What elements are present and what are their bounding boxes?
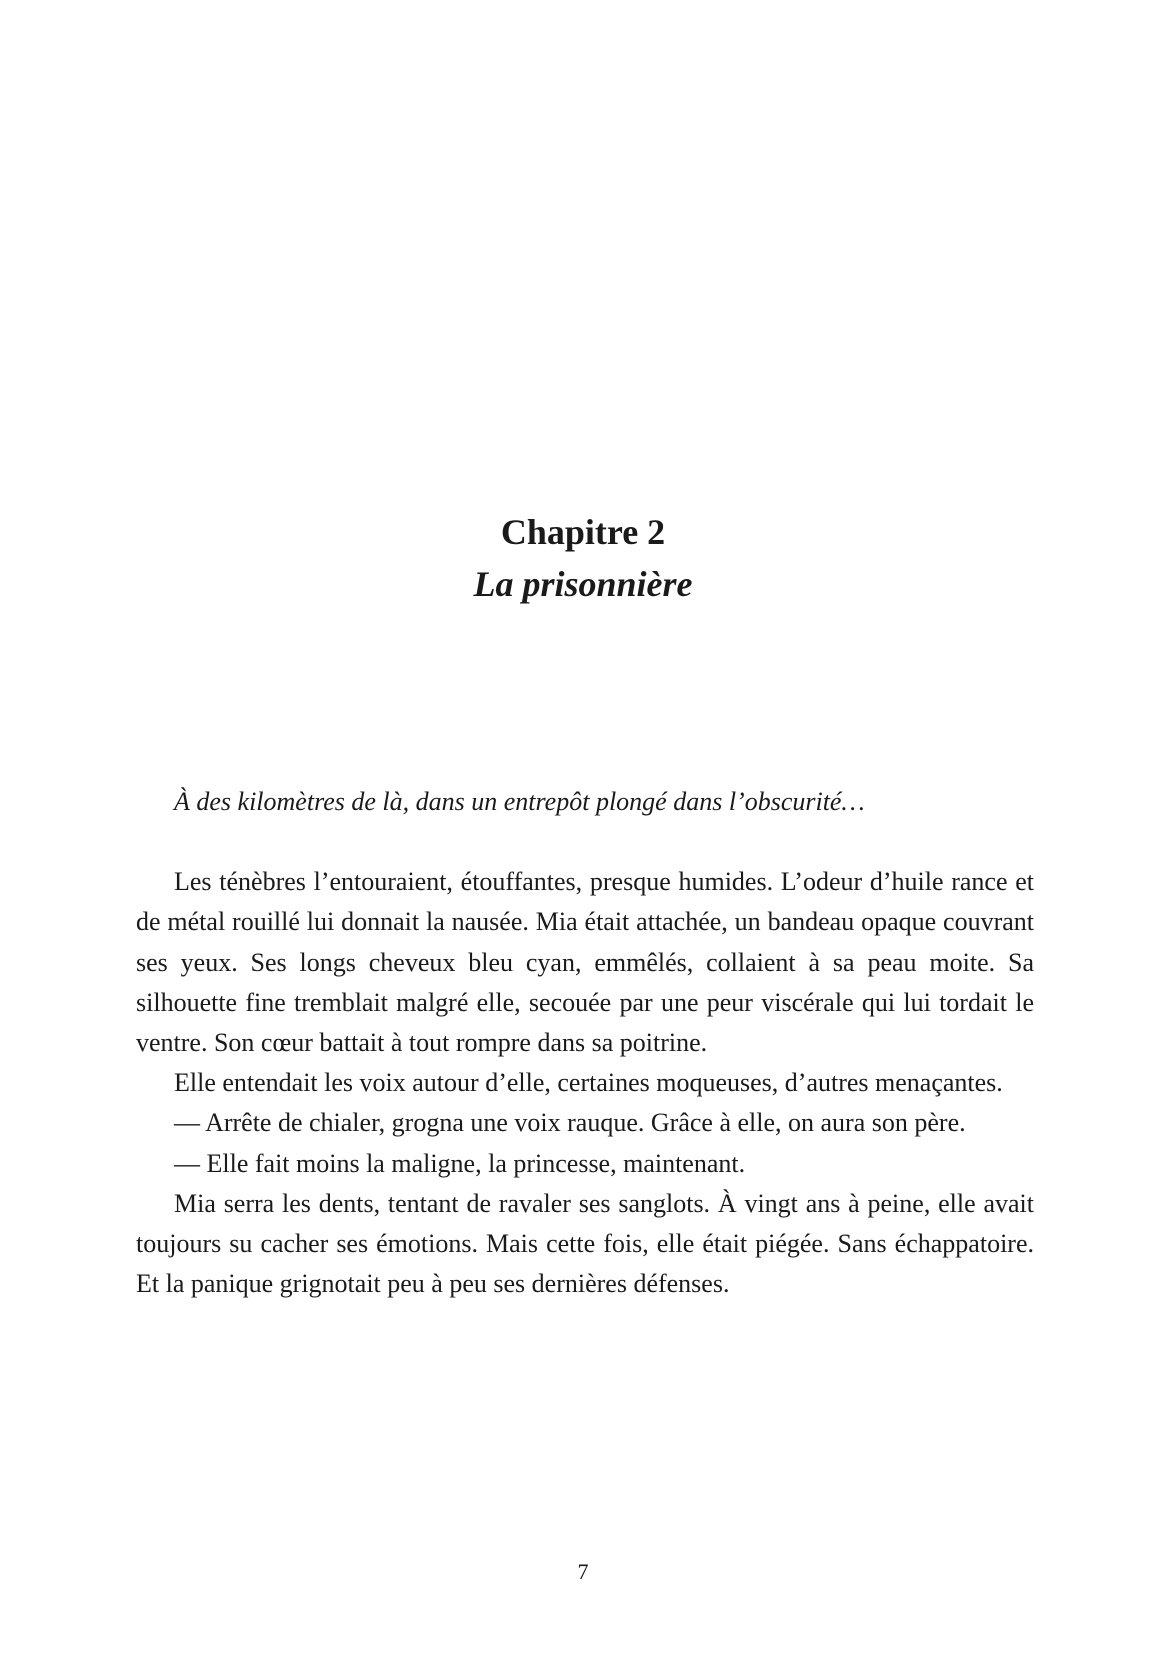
chapter-title: La prisonnière [473, 564, 693, 604]
dialogue-line: — Arrête de chialer, grogna une voix rauque. Grâce à elle, on aura son père. [174, 1108, 966, 1138]
chapter-body [136, 782, 1034, 1304]
chapter-number: Chapitre 2 [500, 512, 666, 552]
page-number: 7 [577, 1559, 589, 1584]
paragraph: Elle entendait les voix autour d’elle, certaines moqueuses, d’autres menaçantes. [174, 1068, 1003, 1098]
paragraph: Mia serra les dents, tentant de ravaler ses sanglots. À vingt ans à peine, elle avait toujours su cacher ses émotions. Mais cette fois, elle était piégée. Sans échappatoire. Et la panique grignotait peu à peu ses dernières défenses. [136, 1188, 1034, 1299]
paragraph: Les ténèbres l’entouraient, étouffantes, presque humides. L’odeur d’huile rance et de métal rouillé lui donnait la nausée. Mia était attachée, un bandeau opaque couvrant ses yeux. Ses longs cheveux bleu cyan, emmêlés, collaient à sa peau moite. Sa silhouette fine tremblait malgré elle, secouée par une peur viscérale qui lui tordait le ventre. Son cœur battait à tout rompre dans sa poitrine. [136, 867, 1034, 1058]
epigraph: À des kilomètres de là, dans un entrepôt plongé dans l’obscurité… [174, 787, 865, 816]
dialogue-line: — Elle fait moins la maligne, la princesse, maintenant. [174, 1148, 746, 1178]
